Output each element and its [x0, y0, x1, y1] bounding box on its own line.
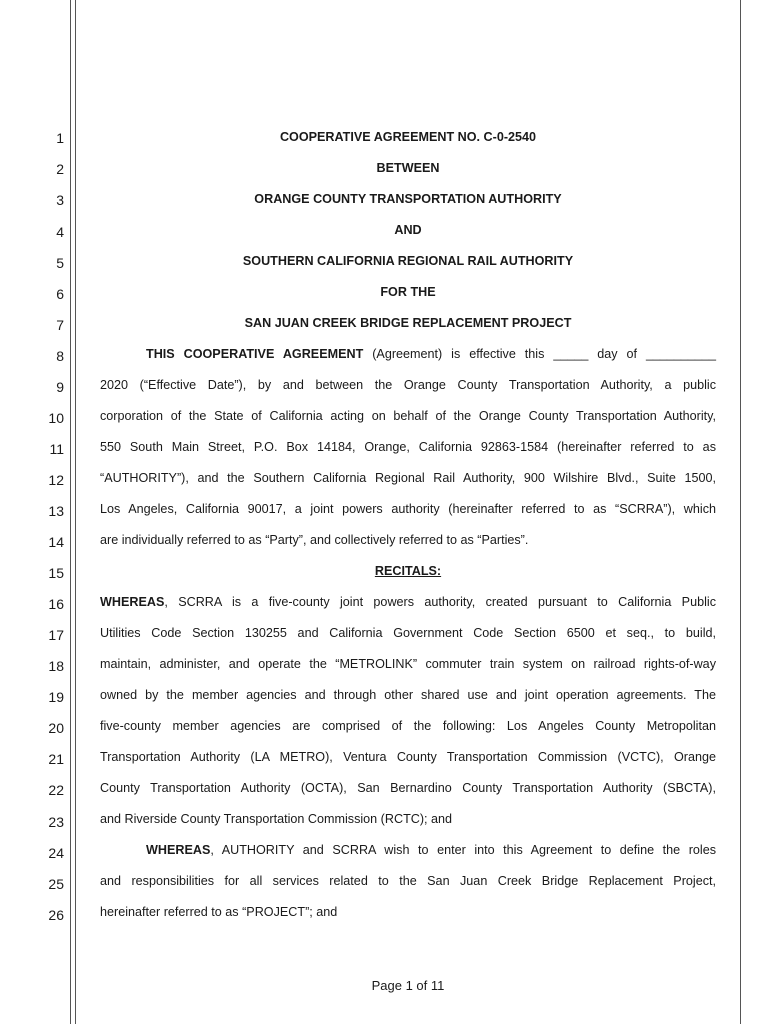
whereas-line [100, 842, 716, 858]
line-number: 8 [56, 348, 64, 364]
whereas-last-line: and Riverside County Transportation Commission (RCTC); and [100, 812, 453, 826]
line-number: 22 [48, 782, 64, 798]
line-number: 25 [48, 876, 64, 892]
title-project: SAN JUAN CREEK BRIDGE REPLACEMENT PROJECT [244, 316, 572, 330]
line-number: 11 [49, 441, 64, 457]
whereas-line-text: , AUTHORITY and SCRRA wish to enter into this Agreement to define the roles [210, 843, 716, 857]
title-between: BETWEEN [376, 161, 440, 175]
page-footer: Page 1 of 11 [371, 978, 445, 993]
line-number: 20 [48, 720, 64, 736]
line-number: 12 [48, 472, 64, 488]
right-margin-rule [740, 0, 741, 1024]
whereas-line: Utilities Code Section 130255 and California Government Code Section 6500 et seq., to build, [100, 626, 716, 640]
title-party-scrra: SOUTHERN CALIFORNIA REGIONAL RAIL AUTHORITY [242, 254, 574, 268]
line-number: 14 [48, 534, 64, 550]
line-number: 13 [48, 503, 64, 519]
intro-line: Los Angeles, California 90017, a joint powers authority (hereinafter referred to as “SCRRA”), which [100, 502, 716, 516]
recitals-heading [100, 563, 716, 579]
line-number: 2 [56, 161, 64, 177]
intro-line: “AUTHORITY”), and the Southern California Regional Rail Authority, 900 Wilshire Blvd., Suite 1500, [100, 471, 716, 485]
line-number: 7 [56, 317, 64, 333]
line-number: 5 [56, 255, 64, 271]
line-number: 23 [48, 814, 64, 830]
intro-line: corporation of the State of California acting on behalf of the Orange County Transportation Authority, [100, 409, 716, 423]
line-number: 17 [48, 627, 64, 643]
title-party-octa: ORANGE COUNTY TRANSPORTATION AUTHORITY [254, 192, 562, 206]
line-number: 15 [48, 565, 64, 581]
left-margin-rule-outer [70, 0, 71, 1024]
line-number: 10 [48, 410, 64, 426]
whereas-line: and responsibilities for all services related to the San Juan Creek Bridge Replacement Project, [100, 874, 716, 888]
whereas-line: five-county member agencies are comprised of the following: Los Angeles County Metropolitan [100, 719, 716, 733]
line-number: 18 [48, 658, 64, 674]
title-for-the: FOR THE [380, 285, 436, 299]
line-number: 1 [56, 130, 64, 146]
line-number: 16 [48, 596, 64, 612]
intro-line: 550 South Main Street, P.O. Box 14184, Orange, California 92863-1584 (hereinafter referred to as [100, 440, 716, 454]
whereas-lead-bold: WHEREAS [100, 595, 165, 609]
whereas-line: Transportation Authority (LA METRO), Ventura County Transportation Commission (VCTC), Orange [100, 750, 716, 764]
line-number: 3 [56, 192, 64, 208]
line-number: 24 [48, 845, 64, 861]
intro-line-text: (Agreement) is effective this _____ day of __________ [363, 347, 717, 361]
left-margin-rule-inner [75, 0, 76, 1024]
whereas-line: County Transportation Authority (OCTA), San Bernardino County Transportation Authority (SBCTA), [100, 781, 716, 795]
whereas-line: owned by the member agencies and through other shared use and joint operation agreements. The [100, 688, 716, 702]
line-number: 19 [48, 689, 64, 705]
line-number: 4 [56, 224, 64, 240]
intro-line: 2020 (“Effective Date”), by and between the Orange County Transportation Authority, a public [100, 378, 716, 392]
line-number: 26 [48, 907, 64, 923]
line-number: 21 [48, 751, 64, 767]
whereas-lead-bold: WHEREAS [146, 843, 211, 857]
recitals-heading-text: RECITALS: [374, 564, 442, 578]
whereas-line: maintain, administer, and operate the “METROLINK” commuter train system on railroad rights-of-way [100, 657, 716, 671]
intro-lead-bold: THIS COOPERATIVE AGREEMENT [146, 347, 364, 361]
intro-last-line: are individually referred to as “Party”, and collectively referred to as “Parties”. [100, 533, 529, 547]
agreement-title: COOPERATIVE AGREEMENT NO. C-0-2540 [279, 130, 537, 144]
line-number: 9 [56, 379, 64, 395]
whereas-line [100, 594, 716, 610]
whereas-last-line: hereinafter referred to as “PROJECT”; and [100, 905, 338, 919]
intro-line [100, 346, 716, 362]
line-number: 6 [56, 286, 64, 302]
whereas-line-text: , SCRRA is a five-county joint powers authority, created pursuant to California Public [164, 595, 716, 609]
title-and: AND [394, 223, 422, 237]
